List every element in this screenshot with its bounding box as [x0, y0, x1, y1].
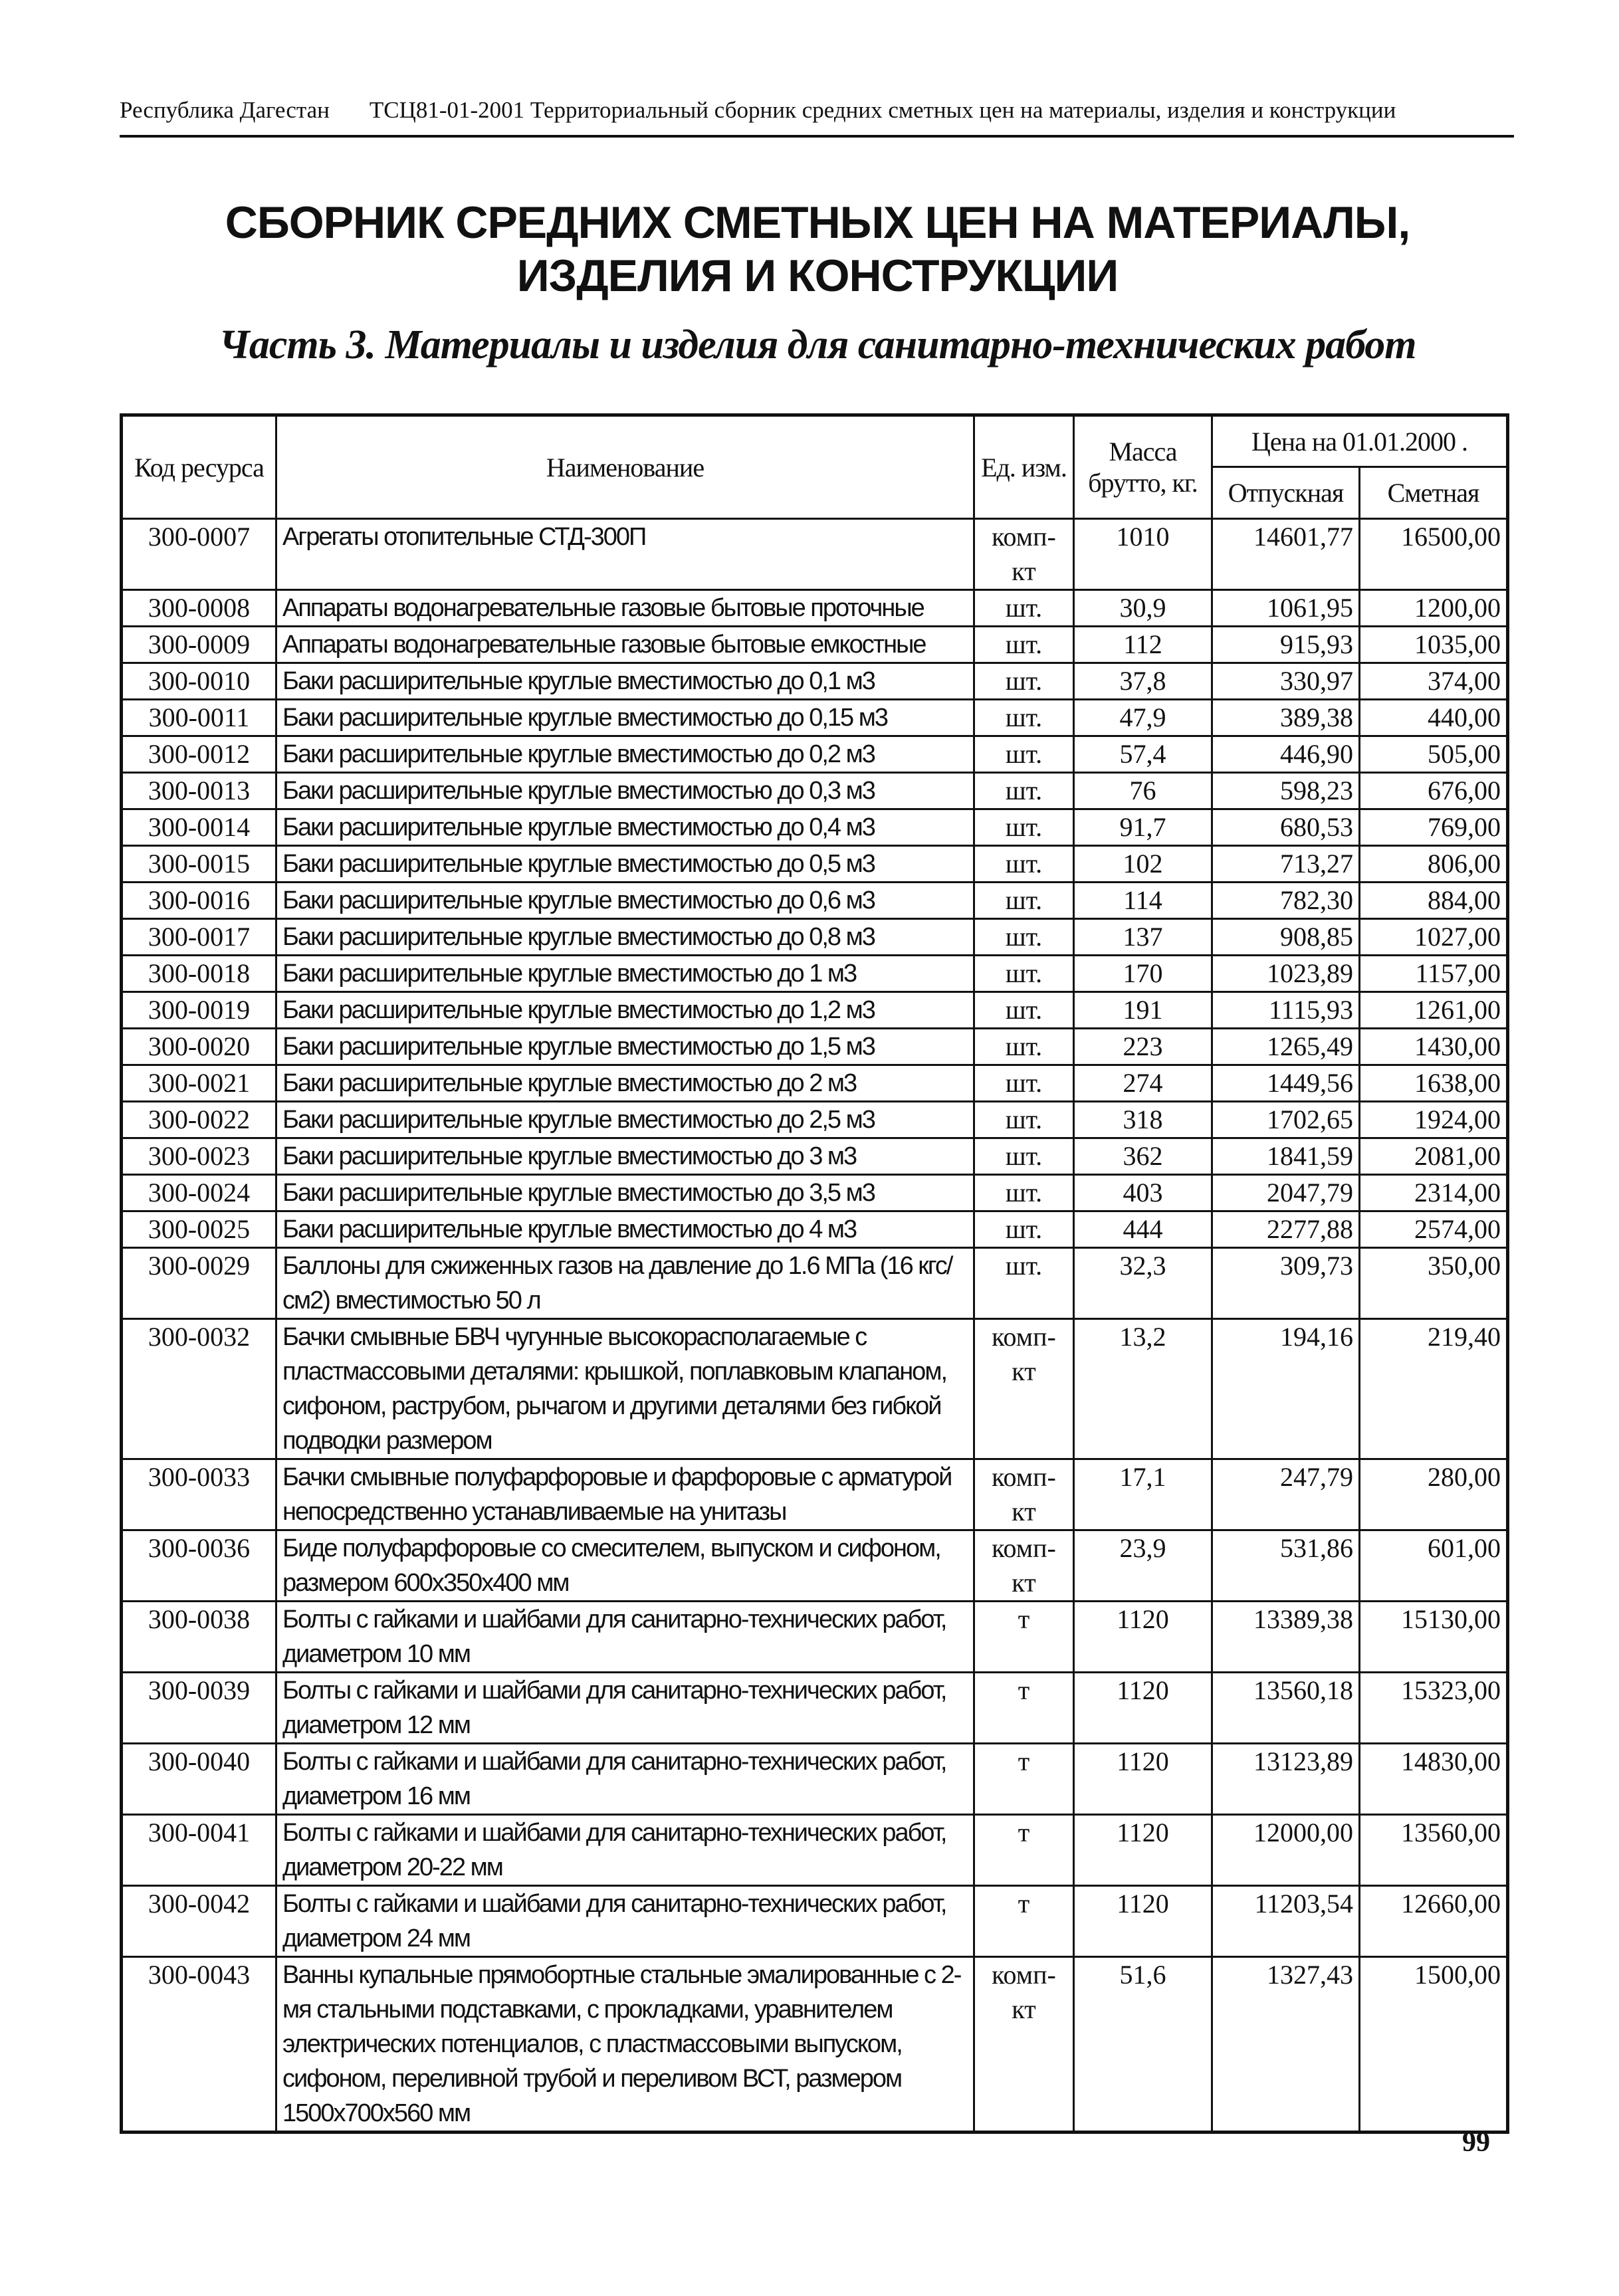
cell-unit: шт.: [974, 1138, 1074, 1175]
cell-mass: 137: [1074, 919, 1212, 956]
table-row: [122, 956, 1508, 992]
cell-code: 300-0014: [122, 809, 276, 846]
price-table: [120, 413, 1509, 2134]
table-row: [122, 627, 1508, 663]
cell-estimate-price: 1430,00: [1360, 1029, 1508, 1065]
cell-mass: 223: [1074, 1029, 1212, 1065]
header-region: Республика Дагестан: [120, 97, 330, 123]
cell-mass: 1120: [1074, 1886, 1212, 1957]
cell-unit: шт.: [974, 956, 1074, 992]
table-row: [122, 1211, 1508, 1248]
cell-name: Болты с гайками и шайбами для санитарно-технических работ, диаметром 16 мм: [276, 1744, 974, 1815]
table-row: [122, 992, 1508, 1029]
cell-estimate-price: 219,40: [1360, 1319, 1508, 1459]
table-row: [122, 1886, 1508, 1957]
table-row: [122, 809, 1508, 846]
header-unit: Ед. изм.: [974, 415, 1074, 519]
cell-release-price: 446,90: [1212, 736, 1360, 773]
cell-release-price: 1061,95: [1212, 590, 1360, 627]
cell-release-price: 1023,89: [1212, 956, 1360, 992]
cell-mass: 1120: [1074, 1815, 1212, 1886]
cell-release-price: 1115,93: [1212, 992, 1360, 1029]
cell-estimate-price: 1261,00: [1360, 992, 1508, 1029]
cell-release-price: 531,86: [1212, 1530, 1360, 1602]
cell-estimate-price: 806,00: [1360, 846, 1508, 883]
cell-estimate-price: 350,00: [1360, 1248, 1508, 1319]
table-row: [122, 1744, 1508, 1815]
cell-estimate-price: 884,00: [1360, 883, 1508, 919]
cell-mass: 32,3: [1074, 1248, 1212, 1319]
cell-unit: комп-кт: [974, 1319, 1074, 1459]
cell-code: 300-0011: [122, 700, 276, 736]
table-row: [122, 1175, 1508, 1211]
table-row: [122, 1029, 1508, 1065]
cell-code: 300-0040: [122, 1744, 276, 1815]
cell-release-price: 713,27: [1212, 846, 1360, 883]
cell-estimate-price: 1924,00: [1360, 1102, 1508, 1138]
cell-code: 300-0016: [122, 883, 276, 919]
cell-code: 300-0017: [122, 919, 276, 956]
cell-release-price: 1841,59: [1212, 1138, 1360, 1175]
cell-name: Аппараты водонагревательные газовые бытовые емкостные: [276, 627, 974, 663]
cell-release-price: 13560,18: [1212, 1673, 1360, 1744]
cell-mass: 1010: [1074, 519, 1212, 590]
cell-mass: 318: [1074, 1102, 1212, 1138]
cell-estimate-price: 14830,00: [1360, 1744, 1508, 1815]
cell-estimate-price: 505,00: [1360, 736, 1508, 773]
cell-mass: 114: [1074, 883, 1212, 919]
cell-release-price: 12000,00: [1212, 1815, 1360, 1886]
table-row: [122, 700, 1508, 736]
cell-code: 300-0010: [122, 663, 276, 700]
cell-estimate-price: 12660,00: [1360, 1886, 1508, 1957]
cell-unit: шт.: [974, 590, 1074, 627]
cell-unit: шт.: [974, 846, 1074, 883]
cell-unit: т: [974, 1602, 1074, 1673]
cell-mass: 57,4: [1074, 736, 1212, 773]
cell-mass: 191: [1074, 992, 1212, 1029]
cell-name: Баки расширительные круглые вместимостью до 2,5 м3: [276, 1102, 974, 1138]
cell-estimate-price: 2314,00: [1360, 1175, 1508, 1211]
cell-name: Биде полуфарфоровые со смесителем, выпуском и сифоном, размером 600х350х400 мм: [276, 1530, 974, 1602]
header-divider: [120, 135, 1514, 138]
cell-name: Баки расширительные круглые вместимостью до 0,5 м3: [276, 846, 974, 883]
cell-code: 300-0025: [122, 1211, 276, 1248]
cell-code: 300-0036: [122, 1530, 276, 1602]
cell-estimate-price: 676,00: [1360, 773, 1508, 809]
cell-name: Аппараты водонагревательные газовые бытовые проточные: [276, 590, 974, 627]
cell-name: Баки расширительные круглые вместимостью до 2 м3: [276, 1065, 974, 1102]
cell-release-price: 11203,54: [1212, 1886, 1360, 1957]
table-row: [122, 1815, 1508, 1886]
cell-unit: шт.: [974, 1175, 1074, 1211]
cell-name: Бачки смывные полуфарфоровые и фарфоровые с арматурой непосредственно устанавливаемые на унитазы: [276, 1459, 974, 1530]
cell-name: Баллоны для сжиженных газов на давление до 1.6 МПа (16 кгс/см2) вместимостью 50 л: [276, 1248, 974, 1319]
cell-name: Болты с гайками и шайбами для санитарно-технических работ, диаметром 20-22 мм: [276, 1815, 974, 1886]
cell-mass: 13,2: [1074, 1319, 1212, 1459]
cell-unit: шт.: [974, 883, 1074, 919]
cell-unit: шт.: [974, 1248, 1074, 1319]
cell-mass: 37,8: [1074, 663, 1212, 700]
cell-unit: т: [974, 1673, 1074, 1744]
cell-code: 300-0023: [122, 1138, 276, 1175]
table-row: [122, 1248, 1508, 1319]
cell-estimate-price: 1500,00: [1360, 1957, 1508, 2133]
cell-code: 300-0043: [122, 1957, 276, 2133]
table-row: [122, 663, 1508, 700]
cell-mass: 170: [1074, 956, 1212, 992]
cell-estimate-price: 1027,00: [1360, 919, 1508, 956]
cell-mass: 30,9: [1074, 590, 1212, 627]
cell-mass: 1120: [1074, 1602, 1212, 1673]
cell-mass: 17,1: [1074, 1459, 1212, 1530]
cell-code: 300-0012: [122, 736, 276, 773]
table-row: [122, 1138, 1508, 1175]
cell-code: 300-0021: [122, 1065, 276, 1102]
cell-release-price: 13389,38: [1212, 1602, 1360, 1673]
cell-unit: т: [974, 1744, 1074, 1815]
cell-name: Болты с гайками и шайбами для санитарно-технических работ, диаметром 24 мм: [276, 1886, 974, 1957]
cell-release-price: 908,85: [1212, 919, 1360, 956]
table-row: [122, 883, 1508, 919]
cell-code: 300-0009: [122, 627, 276, 663]
cell-mass: 76: [1074, 773, 1212, 809]
table-row: [122, 1673, 1508, 1744]
page-header: [120, 92, 1515, 129]
cell-mass: 1120: [1074, 1744, 1212, 1815]
cell-release-price: 2277,88: [1212, 1211, 1360, 1248]
page-title: [120, 196, 1515, 302]
header-estimate-price: Сметная: [1360, 467, 1508, 519]
cell-name: Болты с гайками и шайбами для санитарно-технических работ, диаметром 12 мм: [276, 1673, 974, 1744]
cell-release-price: 1702,65: [1212, 1102, 1360, 1138]
cell-release-price: 1265,49: [1212, 1029, 1360, 1065]
cell-estimate-price: 1157,00: [1360, 956, 1508, 992]
cell-name: Баки расширительные круглые вместимостью до 1 м3: [276, 956, 974, 992]
cell-code: 300-0008: [122, 590, 276, 627]
cell-unit: комп-кт: [974, 1957, 1074, 2133]
cell-unit: шт.: [974, 809, 1074, 846]
cell-name: Баки расширительные круглые вместимостью до 0,3 м3: [276, 773, 974, 809]
header-code: Код ресурса: [122, 415, 276, 519]
cell-mass: 362: [1074, 1138, 1212, 1175]
cell-unit: шт.: [974, 919, 1074, 956]
cell-unit: комп-кт: [974, 1530, 1074, 1602]
cell-release-price: 389,38: [1212, 700, 1360, 736]
title-line-2: ИЗДЕЛИЯ И КОНСТРУКЦИИ: [516, 251, 1119, 301]
cell-name: Бачки смывные БВЧ чугунные высокорасполагаемые с пластмассовыми деталями: крышкой, поплавковым клапаном, сифоном, раструбом, рычагом и другими деталями без гибкой подводки размером: [276, 1319, 974, 1459]
cell-unit: шт.: [974, 627, 1074, 663]
cell-mass: 403: [1074, 1175, 1212, 1211]
cell-release-price: 598,23: [1212, 773, 1360, 809]
cell-unit: шт.: [974, 663, 1074, 700]
cell-unit: шт.: [974, 1065, 1074, 1102]
cell-code: 300-0024: [122, 1175, 276, 1211]
cell-release-price: 330,97: [1212, 663, 1360, 700]
cell-release-price: 14601,77: [1212, 519, 1360, 590]
cell-unit: комп-кт: [974, 519, 1074, 590]
table-row: [122, 1065, 1508, 1102]
cell-unit: шт.: [974, 992, 1074, 1029]
cell-release-price: 915,93: [1212, 627, 1360, 663]
cell-release-price: 194,16: [1212, 1319, 1360, 1459]
table-row: [122, 773, 1508, 809]
cell-mass: 23,9: [1074, 1530, 1212, 1602]
cell-code: 300-0019: [122, 992, 276, 1029]
cell-estimate-price: 16500,00: [1360, 519, 1508, 590]
cell-name: Баки расширительные круглые вместимостью до 0,1 м3: [276, 663, 974, 700]
header-document-title: ТСЦ81-01-2001 Территориальный сборник средних сметных цен на материалы, изделия и конструкции: [369, 97, 1396, 123]
cell-mass: 112: [1074, 627, 1212, 663]
header-name: Наименование: [276, 415, 974, 519]
header-price-group: Цена на 01.01.2000 .: [1212, 415, 1508, 467]
cell-mass: 1120: [1074, 1673, 1212, 1744]
cell-code: 300-0033: [122, 1459, 276, 1530]
cell-code: 300-0022: [122, 1102, 276, 1138]
cell-estimate-price: 374,00: [1360, 663, 1508, 700]
table-row: [122, 590, 1508, 627]
cell-name: Баки расширительные круглые вместимостью до 1,2 м3: [276, 992, 974, 1029]
cell-estimate-price: 13560,00: [1360, 1815, 1508, 1886]
page-number: 99: [1462, 2127, 1490, 2158]
table-row: [122, 1319, 1508, 1459]
cell-code: 300-0013: [122, 773, 276, 809]
table-row: [122, 1530, 1508, 1602]
table-row: [122, 519, 1508, 590]
cell-name: Болты с гайками и шайбами для санитарно-технических работ, диаметром 10 мм: [276, 1602, 974, 1673]
cell-mass: 91,7: [1074, 809, 1212, 846]
cell-code: 300-0039: [122, 1673, 276, 1744]
cell-name: Баки расширительные круглые вместимостью до 1,5 м3: [276, 1029, 974, 1065]
cell-code: 300-0038: [122, 1602, 276, 1673]
cell-unit: шт.: [974, 1029, 1074, 1065]
cell-unit: шт.: [974, 773, 1074, 809]
cell-release-price: 2047,79: [1212, 1175, 1360, 1211]
table-row: [122, 846, 1508, 883]
cell-estimate-price: 280,00: [1360, 1459, 1508, 1530]
table-row: [122, 919, 1508, 956]
cell-name: Баки расширительные круглые вместимостью до 0,15 м3: [276, 700, 974, 736]
cell-estimate-price: 15323,00: [1360, 1673, 1508, 1744]
cell-unit: шт.: [974, 736, 1074, 773]
cell-code: 300-0041: [122, 1815, 276, 1886]
cell-mass: 274: [1074, 1065, 1212, 1102]
cell-estimate-price: 440,00: [1360, 700, 1508, 736]
cell-release-price: 1449,56: [1212, 1065, 1360, 1102]
cell-mass: 444: [1074, 1211, 1212, 1248]
title-line-1: СБОРНИК СРЕДНИХ СМЕТНЫХ ЦЕН НА МАТЕРИАЛЫ,: [225, 197, 1410, 248]
table-body: [122, 519, 1508, 2133]
cell-estimate-price: 15130,00: [1360, 1602, 1508, 1673]
cell-estimate-price: 601,00: [1360, 1530, 1508, 1602]
cell-unit: т: [974, 1886, 1074, 1957]
cell-release-price: 782,30: [1212, 883, 1360, 919]
cell-estimate-price: 1638,00: [1360, 1065, 1508, 1102]
cell-release-price: 680,53: [1212, 809, 1360, 846]
cell-name: Баки расширительные круглые вместимостью до 0,6 м3: [276, 883, 974, 919]
header-mass: Масса брутто, кг.: [1074, 415, 1212, 519]
table-row: [122, 1102, 1508, 1138]
cell-unit: шт.: [974, 1102, 1074, 1138]
cell-code: 300-0020: [122, 1029, 276, 1065]
cell-code: 300-0029: [122, 1248, 276, 1319]
cell-code: 300-0042: [122, 1886, 276, 1957]
header-release-price: Отпускная: [1212, 467, 1360, 519]
cell-code: 300-0018: [122, 956, 276, 992]
cell-mass: 51,6: [1074, 1957, 1212, 2133]
cell-mass: 102: [1074, 846, 1212, 883]
table-row: [122, 736, 1508, 773]
cell-release-price: 247,79: [1212, 1459, 1360, 1530]
cell-name: Агрегаты отопительные СТД-300П: [276, 519, 974, 590]
cell-code: 300-0015: [122, 846, 276, 883]
table-row: [122, 1602, 1508, 1673]
cell-release-price: 13123,89: [1212, 1744, 1360, 1815]
table-row: [122, 1459, 1508, 1530]
cell-name: Баки расширительные круглые вместимостью до 3 м3: [276, 1138, 974, 1175]
cell-release-price: 309,73: [1212, 1248, 1360, 1319]
table-row: [122, 1957, 1508, 2133]
cell-code: 300-0032: [122, 1319, 276, 1459]
cell-mass: 47,9: [1074, 700, 1212, 736]
cell-name: Баки расширительные круглые вместимостью до 0,8 м3: [276, 919, 974, 956]
cell-name: Баки расширительные круглые вместимостью до 4 м3: [276, 1211, 974, 1248]
cell-name: Баки расширительные круглые вместимостью до 3,5 м3: [276, 1175, 974, 1211]
cell-name: Ванны купальные прямобортные стальные эмалированные с 2-мя стальными подставками, с прокладками, уравнителем электрических потенциалов, с пластмассовыми выпуском, сифоном, переливной трубой и переливом ВСТ, размером 1500х700х560 мм: [276, 1957, 974, 2133]
cell-unit: комп-кт: [974, 1459, 1074, 1530]
page-subtitle: Часть 3. Материалы и изделия для санитарно-технических работ: [219, 322, 1416, 367]
cell-release-price: 1327,43: [1212, 1957, 1360, 2133]
cell-estimate-price: 1035,00: [1360, 627, 1508, 663]
cell-estimate-price: 1200,00: [1360, 590, 1508, 627]
cell-estimate-price: 769,00: [1360, 809, 1508, 846]
cell-name: Баки расширительные круглые вместимостью до 0,2 м3: [276, 736, 974, 773]
cell-unit: т: [974, 1815, 1074, 1886]
cell-code: 300-0007: [122, 519, 276, 590]
cell-unit: шт.: [974, 1211, 1074, 1248]
cell-unit: шт.: [974, 700, 1074, 736]
cell-estimate-price: 2081,00: [1360, 1138, 1508, 1175]
cell-name: Баки расширительные круглые вместимостью до 0,4 м3: [276, 809, 974, 846]
cell-estimate-price: 2574,00: [1360, 1211, 1508, 1248]
